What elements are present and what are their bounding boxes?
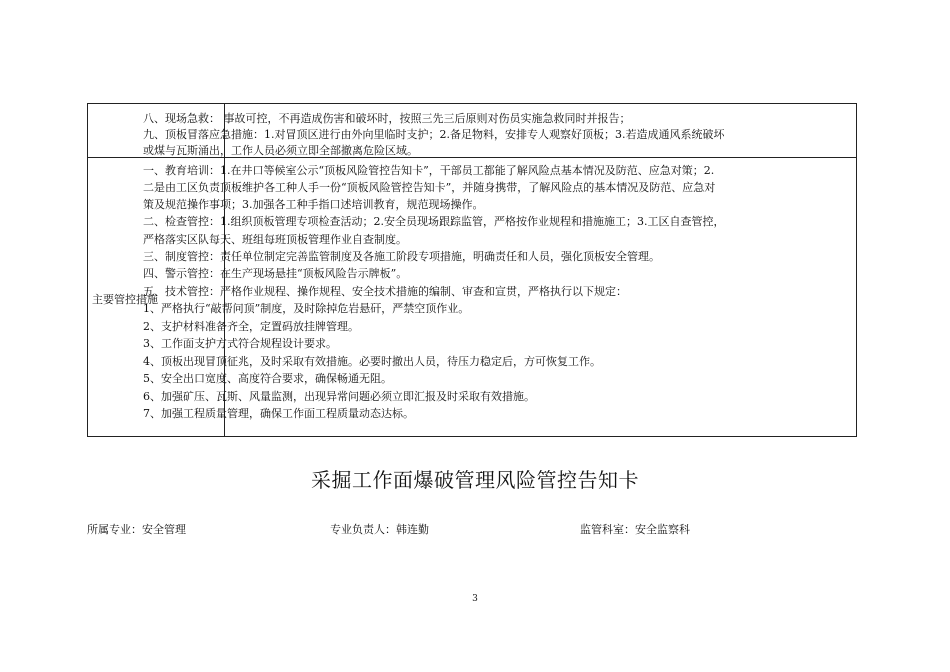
- measures-line: 二、检查管控：1.组织顶板管理专项检查活动；2.安全员现场跟踪监管，严格按作业规程和措施施工；3.工区自查管控，: [143, 215, 725, 228]
- measures-line: 5、安全出口宽度、高度符合要求，确保畅通无阻。: [143, 372, 392, 385]
- measures-line: 3、工作面支护方式符合规程设计要求。: [143, 337, 337, 350]
- emergency-line-1: 八、现场急救： 事故可控，不再造成伤害和破坏时，按照三先三后原则对伤员实施急救同时并报告；: [143, 112, 631, 125]
- emergency-line-2: 九、顶板冒落应急措施：1.对冒顶区进行由外向里临时支护；2.备足物料，安排专人观察好顶板；3.若造成通风系统破坏: [143, 128, 725, 141]
- office-field: 监管科室：安全监察科: [580, 523, 690, 536]
- measures-line: 四、警示管控：在生产现场悬挂“顶板风险告示牌板”。: [143, 267, 408, 280]
- measures-line: 2、支护材料准备齐全，定置码放挂牌管理。: [143, 320, 359, 333]
- page-title: 采掘工作面爆破管理风险管控告知卡: [311, 468, 639, 492]
- specialty-field: 所属专业：安全管理: [87, 523, 186, 536]
- measures-line: 7、加强工程质量管理，确保工作面工程质量动态达标。: [143, 407, 414, 420]
- page-number: 3: [472, 594, 478, 604]
- emergency-line-3: 或煤与瓦斯涌出，工作人员必须立即全部撤离危险区域。: [143, 144, 418, 157]
- responsible-field: 专业负责人：韩连勤: [330, 523, 429, 536]
- measures-line: 4、顶板出现冒顶征兆，及时采取有效措施。必要时撤出人员，待压力稳定后，方可恢复工作。: [143, 355, 601, 368]
- measures-line: 策及规范操作事项；3.加强各工种手指口述培训教育，规范现场操作。: [143, 198, 484, 211]
- measures-label: 主要管控措施: [92, 293, 158, 306]
- measures-line: 五、技术管控：严格作业规程、操作规程、安全技术措施的编制、审查和宣贯，严格执行以下规定：: [143, 285, 627, 298]
- measures-line: 6、加强矿压、瓦斯、风量监测，出现异常问题必须立即汇报及时采取有效措施。: [143, 390, 535, 403]
- measures-line: 三、制度管控：责任单位制定完善监管制度及各施工阶段专项措施，明确责任和人员，强化顶板安全管理。: [143, 250, 660, 263]
- measures-line: 严格落实区队每天、班组每班顶板管理作业自查制度。: [143, 233, 407, 246]
- measures-line: 一、教育培训：1.在井口等候室公示“顶板风险管控告知卡”，干部员工都能了解风险点基本情况及防范、应急对策；2.: [143, 164, 715, 177]
- measures-line: 二是由工区负责顶板维护各工种人手一份“顶板风险管控告知卡”，并随身携带，了解风险点的基本情况及防范、应急对: [143, 181, 716, 194]
- measures-line: 1、严格执行“敲帮问顶”制度，及时除掉危岩悬矸，严禁空顶作业。: [143, 302, 470, 315]
